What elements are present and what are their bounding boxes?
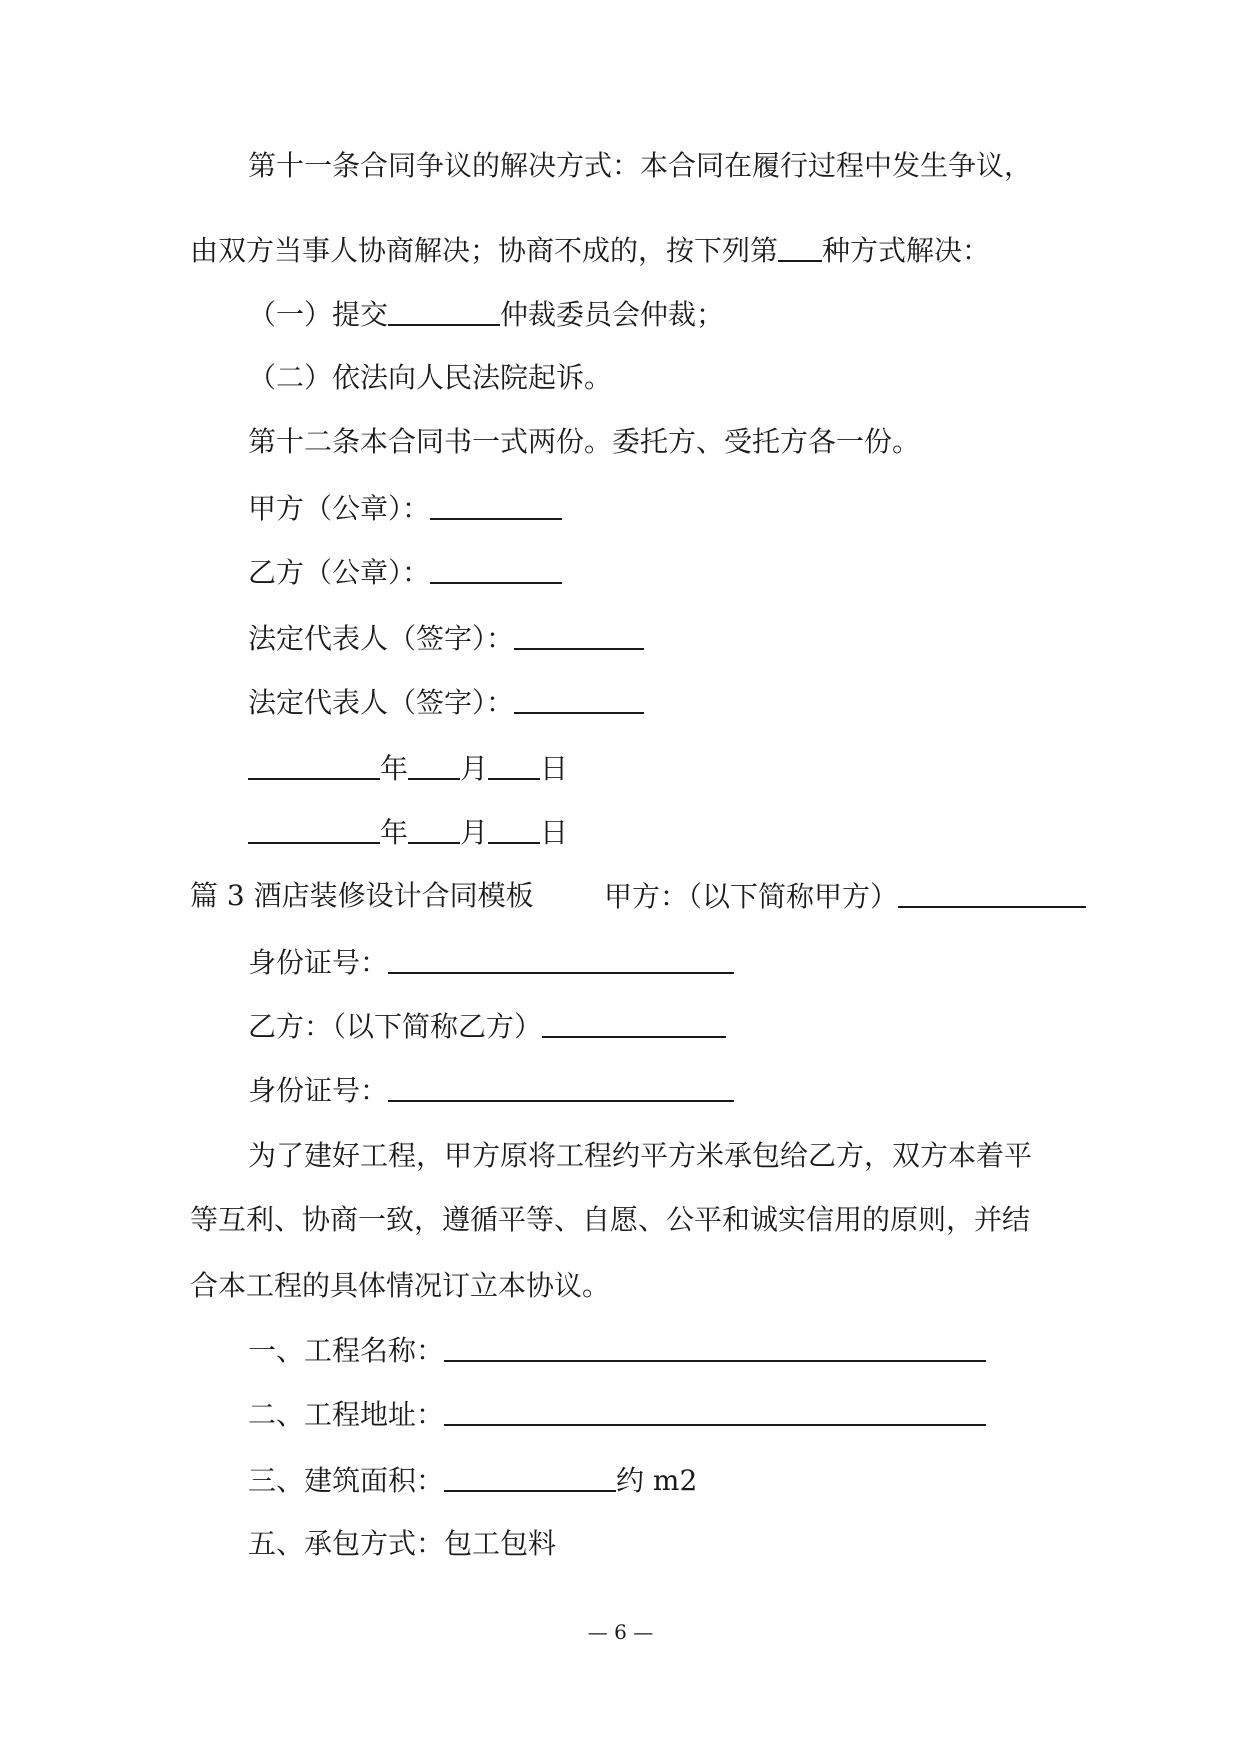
project-address-line: 二、工程地址： — [248, 1394, 986, 1435]
legal-rep-signature-2: 法定代表人（签字）： — [248, 682, 644, 723]
fill-blank — [248, 748, 380, 780]
intro-line-1: 为了建好工程，甲方原将工程约平方米承包给乙方，双方本着平 — [248, 1139, 1033, 1172]
fill-blank — [430, 488, 562, 520]
fill-blank — [408, 748, 460, 780]
fill-blank — [898, 876, 1086, 908]
date-line-2: 年 月 日 — [248, 812, 568, 853]
fill-blank — [778, 230, 822, 262]
project-name-line: 一、工程名称： — [248, 1330, 986, 1371]
legal-rep-signature-1: 法定代表人（签字）： — [248, 618, 644, 659]
party-b-line: 乙方：（以下简称乙方） — [248, 1006, 726, 1047]
fill-blank — [514, 682, 644, 714]
fill-blank — [488, 748, 540, 780]
fill-blank — [248, 812, 380, 844]
section-3-heading: 篇 3 酒店装修设计合同模板 — [190, 879, 534, 912]
fill-blank — [444, 1394, 986, 1426]
fill-blank — [430, 552, 562, 584]
party-b-id-line: 身份证号： — [248, 1070, 734, 1111]
fill-blank — [388, 294, 500, 326]
party-a-seal: 甲方（公章）： — [248, 488, 562, 529]
fill-blank — [444, 1330, 986, 1362]
option-arbitration: （一）提交 仲裁委员会仲裁； — [248, 294, 724, 335]
clause-11-line-1: 第十一条合同争议的解决方式：本合同在履行过程中发生争议， — [248, 149, 1033, 182]
fill-blank — [444, 1460, 616, 1492]
fill-blank — [514, 618, 644, 650]
date-line-1: 年 月 日 — [248, 748, 568, 789]
clause-11-line-2: 由双方当事人协商解决；协商不成的，按下列第 种方式解决： — [190, 230, 990, 271]
building-area-line: 三、建筑面积： 约 m2 — [248, 1460, 697, 1501]
fill-blank — [542, 1006, 726, 1038]
party-a-id-line: 身份证号： — [248, 942, 734, 983]
fill-blank — [408, 812, 460, 844]
intro-line-2: 等互利、协商一致，遵循平等、自愿、公平和诚实信用的原则，并结 — [190, 1203, 1031, 1236]
party-a-line: 甲方：（以下简称甲方） — [604, 876, 1086, 917]
contract-mode-line: 五、承包方式：包工包料 — [248, 1527, 557, 1560]
fill-blank — [388, 1070, 734, 1102]
page-number: — 6 — — [587, 1620, 654, 1644]
option-lawsuit: （二）依法向人民法院起诉。 — [248, 361, 613, 394]
party-b-seal: 乙方（公章）： — [248, 552, 562, 593]
intro-line-3: 合本工程的具体情况订立本协议。 — [190, 1269, 611, 1302]
fill-blank — [388, 942, 734, 974]
fill-blank — [488, 812, 540, 844]
clause-12: 第十二条本合同书一式两份。委托方、受托方各一份。 — [248, 425, 921, 458]
